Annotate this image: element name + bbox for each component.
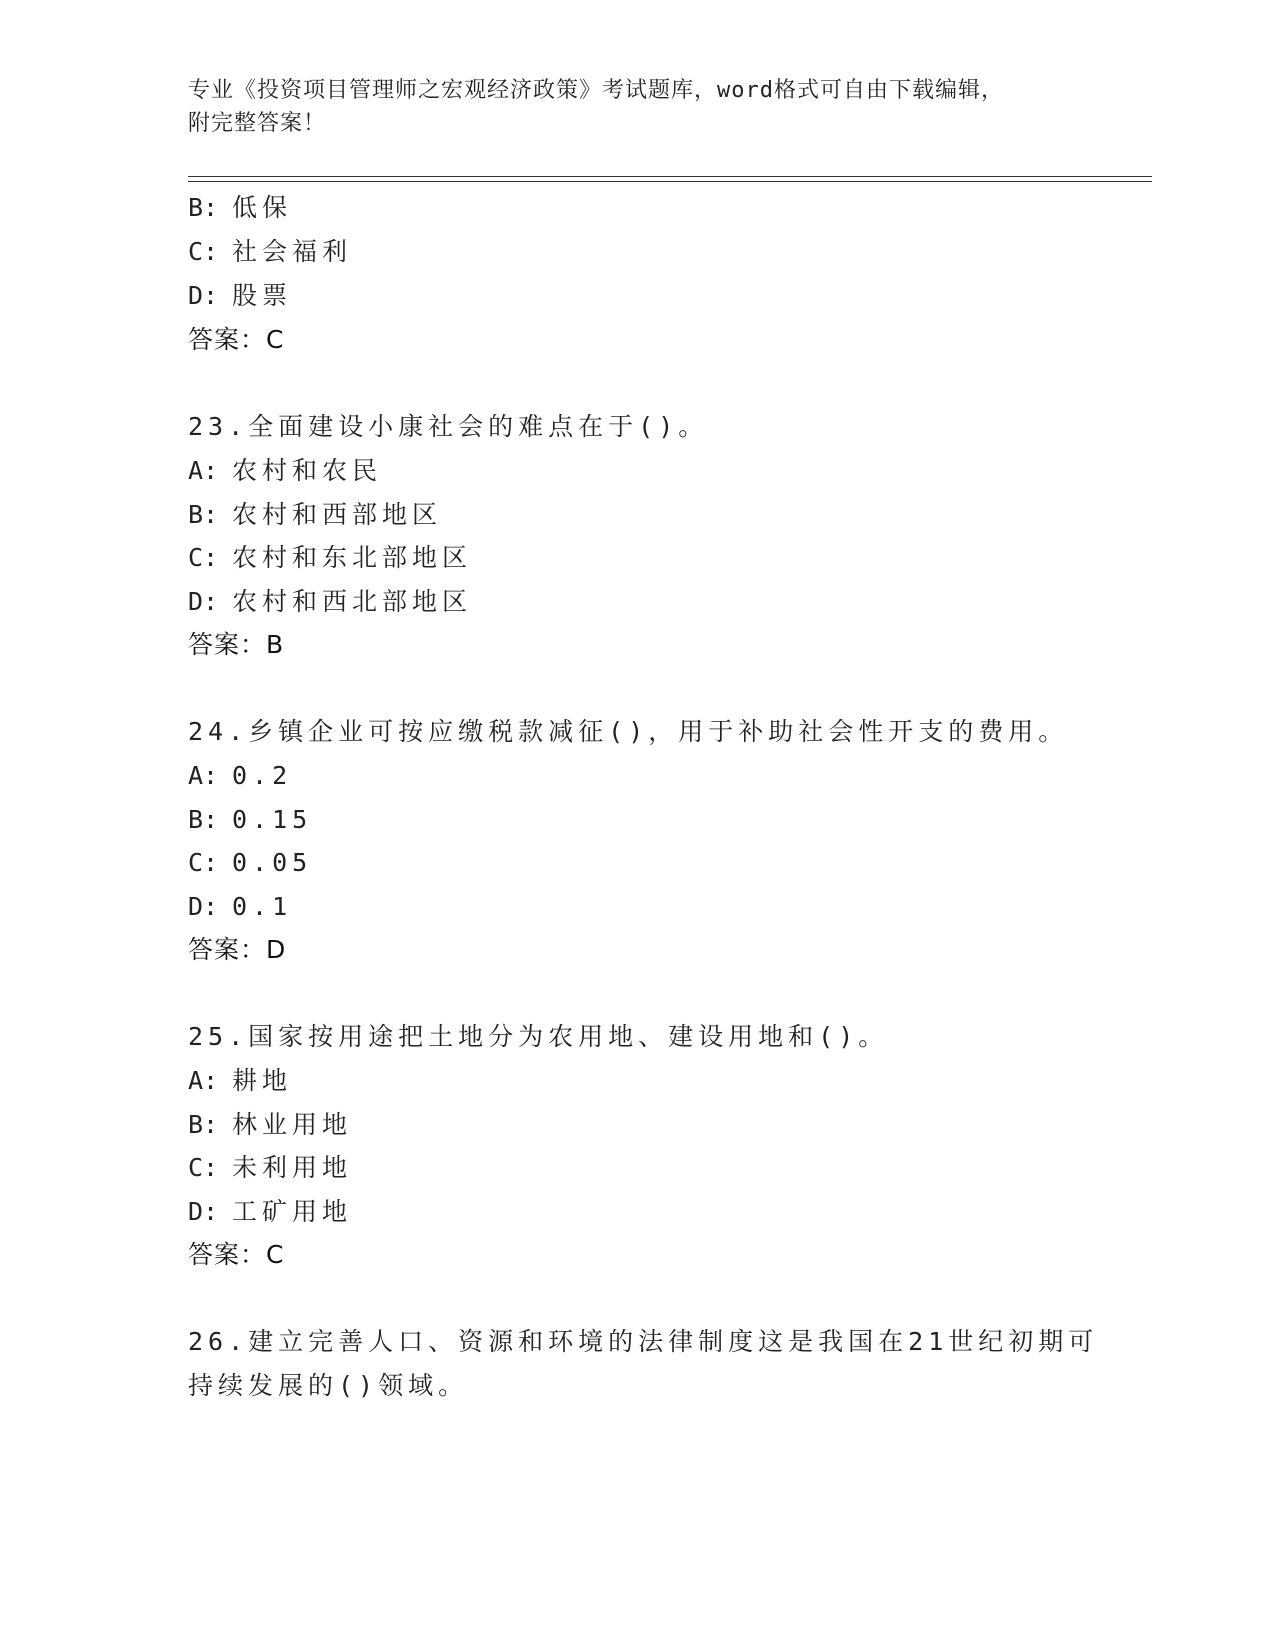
q24-stem: 24.乡镇企业可按应缴税款减征()，用于补助社会性开支的费用。 bbox=[188, 717, 1069, 746]
q25-option-d bbox=[188, 1197, 352, 1227]
header-line-2: 附完整答案！ bbox=[188, 111, 327, 136]
option-text: 0.05 bbox=[232, 848, 313, 877]
option-text: 农村和农民 bbox=[232, 456, 383, 485]
q25-stem: 25.国家按用途把土地分为农用地、建设用地和()。 bbox=[188, 1022, 889, 1051]
option-text: 低保 bbox=[232, 193, 293, 222]
option-letter: C: bbox=[188, 237, 219, 266]
q23-option-c bbox=[188, 543, 472, 573]
option-text: 耕地 bbox=[232, 1066, 293, 1095]
option-letter: D: bbox=[188, 892, 219, 921]
option-text: 0.15 bbox=[232, 805, 313, 834]
q25-option-c bbox=[188, 1153, 352, 1183]
option-text: 社会福利 bbox=[232, 237, 353, 266]
q26-stem-line-1: 26.建立完善人口、资源和环境的法律制度这是我国在21世纪初期可 bbox=[188, 1327, 1099, 1356]
option-letter: D: bbox=[188, 587, 219, 616]
q23-option-d bbox=[188, 587, 472, 617]
q23-option-b bbox=[188, 500, 442, 530]
header-divider-bottom bbox=[188, 181, 1152, 182]
option-letter: C: bbox=[188, 848, 219, 877]
q22-answer: 答案：C bbox=[188, 325, 285, 354]
header-divider-top bbox=[188, 176, 1152, 177]
option-letter: A: bbox=[188, 761, 219, 790]
q24-option-a bbox=[188, 761, 292, 791]
q25-option-a bbox=[188, 1066, 292, 1096]
option-letter: B: bbox=[188, 1110, 219, 1139]
q25-option-b bbox=[188, 1110, 352, 1140]
option-letter: D: bbox=[188, 1197, 219, 1226]
option-letter: D: bbox=[188, 281, 219, 310]
q23-answer: 答案：B bbox=[188, 630, 285, 659]
q24-option-b bbox=[188, 805, 312, 835]
option-letter: B: bbox=[188, 805, 219, 834]
option-text: 农村和西北部地区 bbox=[232, 587, 473, 616]
option-text: 林业用地 bbox=[232, 1110, 353, 1139]
option-letter: A: bbox=[188, 1066, 219, 1095]
document-header bbox=[188, 74, 1088, 140]
option-text: 未利用地 bbox=[232, 1153, 353, 1182]
q22-option-d bbox=[188, 281, 292, 311]
option-text: 农村和东北部地区 bbox=[232, 543, 473, 572]
option-letter: C: bbox=[188, 1153, 219, 1182]
q22-option-b bbox=[188, 193, 292, 223]
option-text: 股票 bbox=[232, 281, 293, 310]
option-text: 0.1 bbox=[232, 892, 293, 921]
q22-option-c bbox=[188, 237, 352, 267]
q24-option-c bbox=[188, 848, 312, 878]
q24-answer: 答案：D bbox=[188, 935, 287, 964]
option-text: 0.2 bbox=[232, 761, 293, 790]
q26-stem-line-2: 持续发展的()领域。 bbox=[188, 1371, 469, 1400]
option-text: 工矿用地 bbox=[232, 1197, 353, 1226]
option-letter: B: bbox=[188, 500, 219, 529]
q23-option-a bbox=[188, 456, 382, 486]
header-line-1: 专业《投资项目管理师之宏观经济政策》考试题库，word格式可自由下载编辑， bbox=[188, 78, 1004, 103]
q23-stem: 23.全面建设小康社会的难点在于()。 bbox=[188, 412, 709, 441]
q24-option-d bbox=[188, 892, 292, 922]
option-letter: C: bbox=[188, 543, 219, 572]
q25-answer: 答案：C bbox=[188, 1240, 285, 1269]
option-letter: A: bbox=[188, 456, 219, 485]
option-letter: B: bbox=[188, 193, 219, 222]
option-text: 农村和西部地区 bbox=[232, 500, 443, 529]
